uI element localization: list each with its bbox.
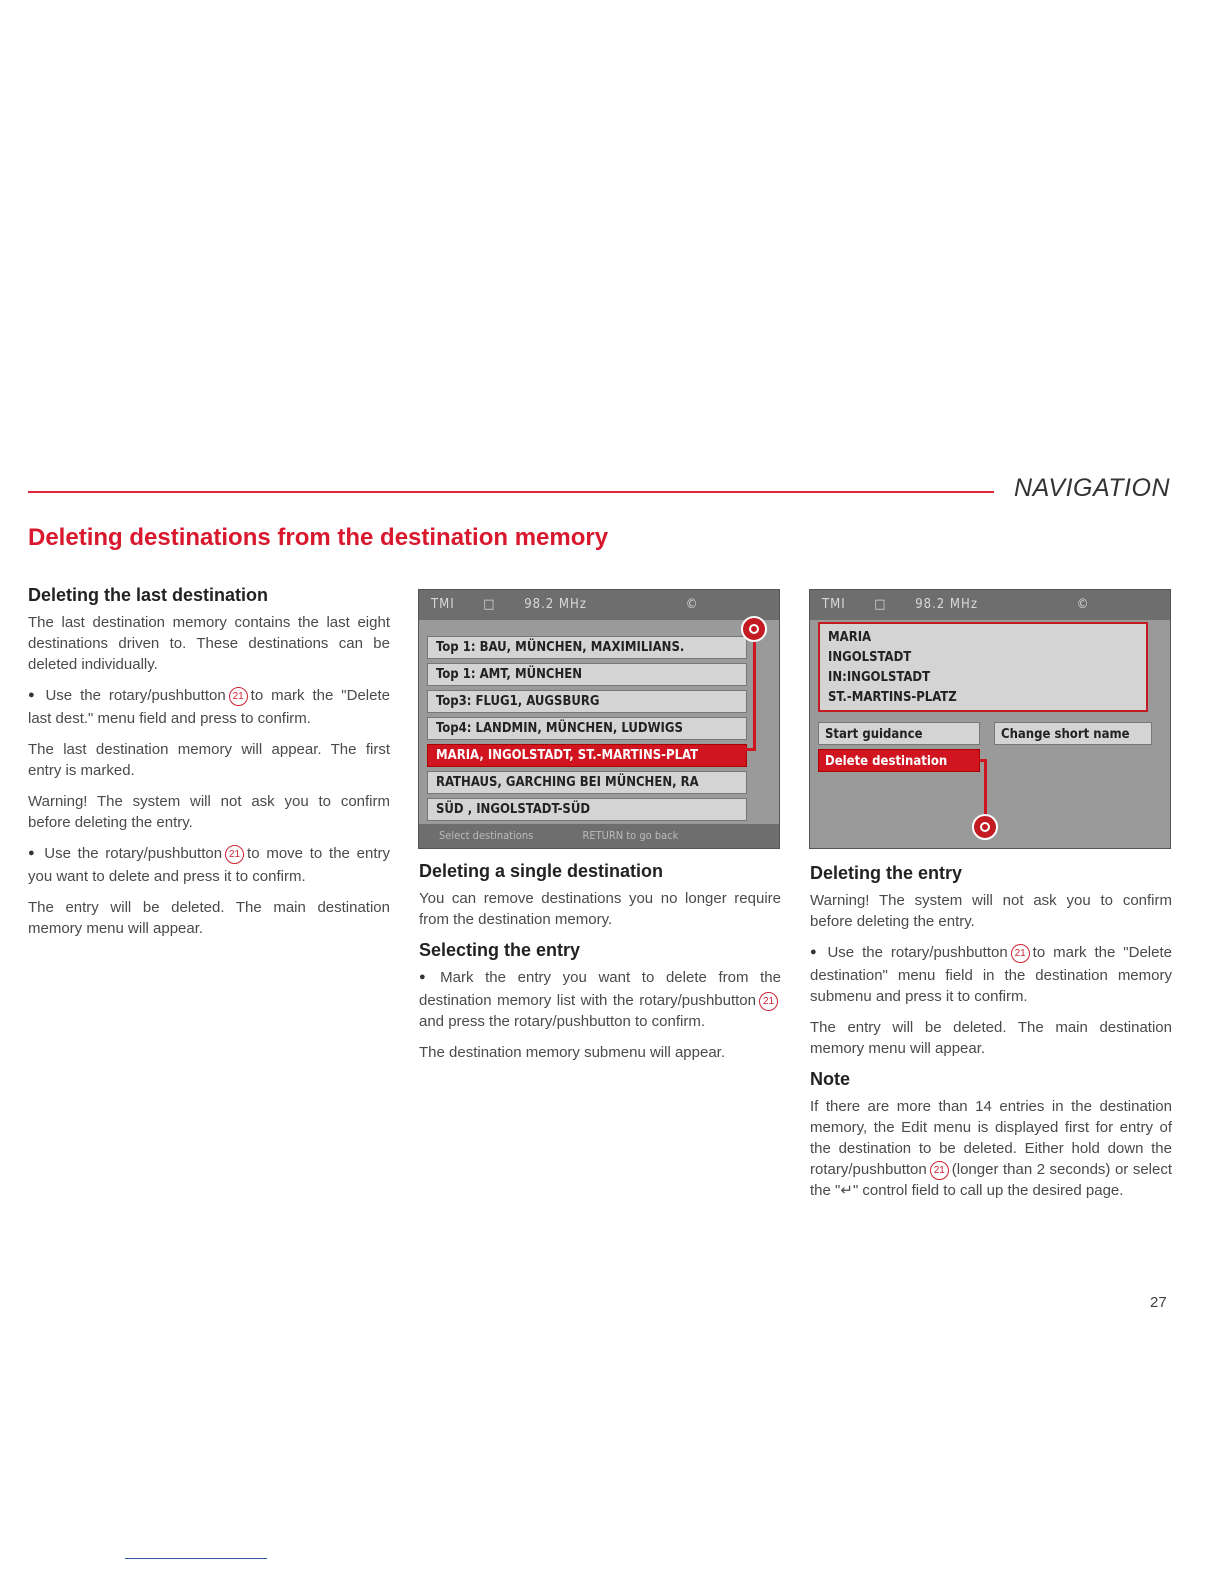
paragraph: You can remove destinations you no longer require from the destination memory.	[419, 890, 781, 928]
select-destinations-hint: Select destinations	[439, 829, 534, 842]
heading-deleting-entry: Deleting the entry	[810, 863, 963, 883]
heading-single-destination: Deleting a single destination	[419, 861, 664, 881]
frequency-label: 98.2 MHz	[915, 597, 978, 612]
address-line: IN:INGOLSTADT	[828, 670, 931, 685]
paragraph: The entry will be deleted. The main destination memory menu will appear.	[28, 899, 390, 937]
frequency-label: 98.2 MHz	[524, 597, 587, 612]
step-text: to mark the "Delete last dest." menu field and press to confirm.	[28, 687, 390, 727]
tmi-label: TMI	[431, 597, 455, 612]
callout-leader-line	[739, 748, 756, 751]
footer-underline	[125, 1558, 267, 1559]
paragraph: The entry will be deleted. The main destination memory menu will appear.	[810, 1019, 1172, 1057]
destination-list	[427, 636, 747, 825]
column-single-destination	[419, 861, 781, 1073]
heading-selecting-entry: Selecting the entry	[419, 940, 581, 960]
tape-icon: □	[483, 597, 496, 612]
bullet-step	[419, 967, 781, 1032]
start-guidance-button[interactable]: Start guidance	[818, 722, 980, 745]
page-number: 27	[1150, 1294, 1167, 1311]
destination-row[interactable]: RATHAUS, GARCHING BEI MÜNCHEN, RA	[427, 771, 747, 794]
callout-21-icon: 21	[229, 687, 248, 706]
screen-status-bar	[419, 590, 779, 620]
note-text: If there are more than 14 entries in the destination memory, the Edit menu is displayed first for entry of the destination to be deleted. Either hold down the rotary/pushbutton	[810, 1098, 1172, 1178]
rotary-knob-icon	[741, 616, 767, 642]
bullet-step	[28, 685, 390, 729]
delete-destination-button[interactable]: Delete destination	[818, 749, 980, 772]
note-text: (longer than 2 seconds) or select the "	[810, 1161, 1172, 1199]
destination-row-selected[interactable]: MARIA, INGOLSTADT, ST.-MARTINS-PLAT	[427, 744, 747, 767]
step-text: Use the rotary/pushbutton	[45, 687, 226, 704]
bullet-step	[28, 843, 390, 887]
callout-21-icon: 21	[225, 845, 244, 864]
return-hint: RETURN to go back	[582, 829, 679, 842]
column-deleting-entry	[810, 863, 1172, 1211]
header-rule	[28, 491, 994, 493]
paragraph: The last destination memory contains the last eight destinations driven to. These destinations can be deleted individually.	[28, 614, 390, 673]
callout-21-icon: 21	[759, 992, 778, 1011]
step-text: Use the rotary/pushbutton	[827, 944, 1008, 961]
step-text: Use the rotary/pushbutton	[44, 845, 223, 862]
heading-last-destination: Deleting the last destination	[28, 585, 269, 605]
screen-status-bar	[810, 590, 1170, 620]
callout-21-icon: 21	[930, 1161, 949, 1180]
callout-leader-line	[753, 640, 756, 750]
tmi-label: TMI	[822, 597, 846, 612]
section-label: NAVIGATION	[1014, 474, 1170, 502]
rotary-knob-icon	[972, 814, 998, 840]
destination-row[interactable]: SÜD , INGOLSTADT-SÜD	[427, 798, 747, 821]
note-text: " control field to call up the desired page.	[852, 1182, 1124, 1199]
antenna-icon: ©	[685, 597, 699, 612]
address-line: ST.-MARTINS-PLATZ	[828, 690, 957, 705]
callout-21-icon: 21	[1011, 944, 1030, 963]
paragraph: The destination memory submenu will appear.	[419, 1044, 725, 1061]
screen-bottom-bar	[419, 824, 779, 848]
paragraph: The last destination memory will appear. The first entry is marked.	[28, 741, 390, 779]
destination-row[interactable]: Top4: LANDMIN, MÜNCHEN, LUDWIGS	[427, 717, 747, 740]
column-last-destination	[28, 585, 390, 949]
destination-list-screen	[418, 589, 780, 849]
heading-note: Note	[810, 1069, 850, 1089]
callout-leader-line	[984, 759, 987, 817]
step-text: Mark the entry you want to delete from the destination memory list with the rotary/pushbutton	[419, 969, 781, 1009]
step-text: and press the rotary/pushbutton to confirm.	[419, 1013, 705, 1030]
destination-row[interactable]: Top 1: AMT, MÜNCHEN	[427, 663, 747, 686]
warning-paragraph: Warning! The system will not ask you to confirm before deleting the entry.	[810, 892, 1172, 930]
step-text: to move to the entry you want to delete and press it to confirm.	[28, 845, 390, 885]
return-arrow-icon: ↵	[840, 1182, 853, 1199]
bullet-step	[810, 942, 1172, 1007]
note-paragraph	[810, 1096, 1172, 1201]
page-title: Deleting destinations from the destination memory	[28, 524, 609, 551]
destination-row[interactable]: Top 1: BAU, MÜNCHEN, MAXIMILIANS.	[427, 636, 747, 659]
destination-submenu-screen	[809, 589, 1171, 849]
antenna-icon: ©	[1076, 597, 1090, 612]
step-text: to mark the "Delete destination" menu field in the destination memory submenu and press it to confirm.	[810, 944, 1172, 1005]
address-line: INGOLSTADT	[828, 650, 912, 665]
warning-paragraph: Warning! The system will not ask you to confirm before deleting the entry.	[28, 793, 390, 831]
destination-row[interactable]: Top3: FLUG1, AUGSBURG	[427, 690, 747, 713]
change-short-name-button[interactable]: Change short name	[994, 722, 1152, 745]
tape-icon: □	[874, 597, 887, 612]
destination-address-box	[818, 622, 1148, 712]
address-line: MARIA	[828, 630, 872, 645]
